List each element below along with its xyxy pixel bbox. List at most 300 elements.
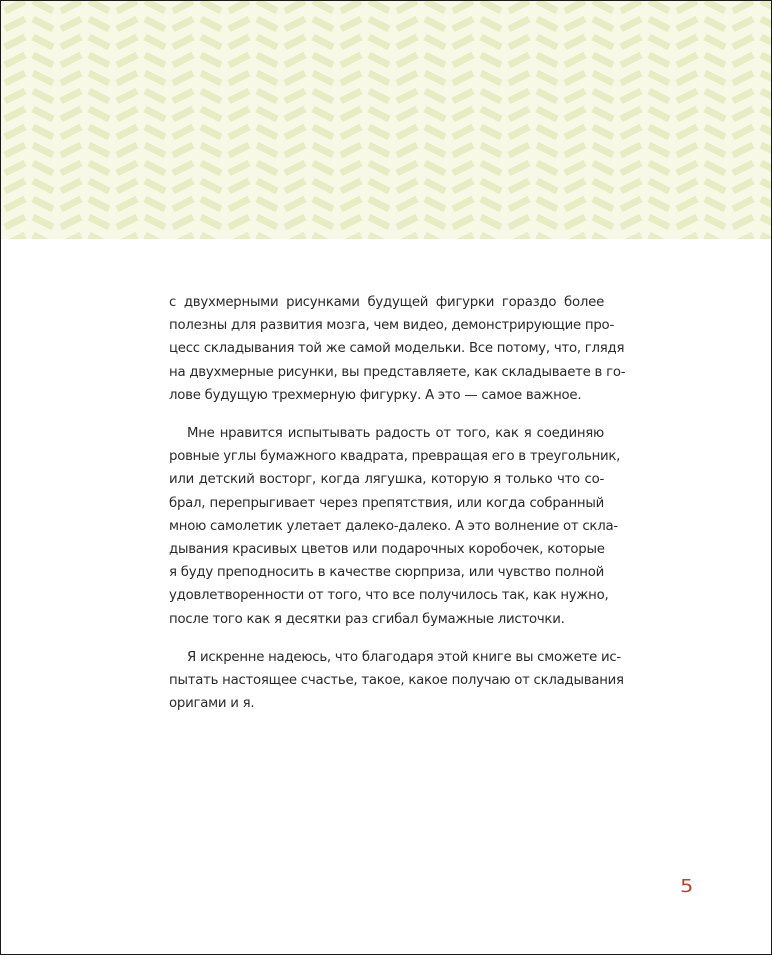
- chevron-stroke: [313, 163, 333, 173]
- chevron-stroke: [677, 127, 697, 137]
- chevron-stroke: [397, 55, 417, 65]
- chevron-stroke: [397, 127, 417, 137]
- chevron-stroke: [733, 127, 753, 137]
- chevron-stroke: [145, 235, 165, 239]
- chevron-stroke: [229, 235, 249, 239]
- chevron-stroke: [705, 199, 725, 209]
- chevron-stroke: [369, 109, 389, 119]
- chevron-stroke: [761, 1, 771, 11]
- chevron-stroke: [537, 55, 557, 65]
- chevron-stroke: [5, 181, 25, 191]
- chevron-stroke: [537, 163, 557, 173]
- chevron-stroke: [621, 1, 641, 11]
- chevron-stroke: [509, 235, 529, 239]
- chevron-stroke: [145, 109, 165, 119]
- chevron-stroke: [649, 73, 669, 83]
- chevron-stroke: [61, 145, 81, 155]
- chevron-stroke: [5, 235, 25, 239]
- chevron-stroke: [565, 1, 585, 11]
- chevron-stroke: [201, 127, 221, 137]
- chevron-stroke: [481, 73, 501, 83]
- chevron-stroke: [481, 235, 501, 239]
- chevron-stroke: [593, 235, 613, 239]
- chevron-stroke: [341, 163, 361, 173]
- text-line: мною самолетик улетает далеко-далеко. А это волнение от скла-: [169, 518, 618, 534]
- chevron-stroke: [537, 181, 557, 191]
- chevron-stroke: [201, 19, 221, 29]
- text-line: полезны для развития мозга, чем видео, демонстрирующие про-: [169, 318, 614, 334]
- chevron-stroke: [89, 127, 109, 137]
- chevron-stroke: [341, 55, 361, 65]
- chevron-stroke: [621, 145, 641, 155]
- chevron-stroke: [397, 199, 417, 209]
- chevron-stroke: [733, 109, 753, 119]
- chevron-stroke: [61, 73, 81, 83]
- chevron-stroke: [5, 145, 25, 155]
- chevron-pattern-graphic: [1, 1, 771, 239]
- chevron-stroke: [621, 181, 641, 191]
- chevron-stroke: [313, 109, 333, 119]
- chevron-stroke: [425, 1, 445, 11]
- chevron-stroke: [565, 91, 585, 101]
- chevron-stroke: [453, 163, 473, 173]
- chevron-stroke: [61, 235, 81, 239]
- chevron-stroke: [649, 145, 669, 155]
- chevron-stroke: [481, 199, 501, 209]
- chevron-stroke: [33, 73, 53, 83]
- chevron-stroke: [677, 163, 697, 173]
- chevron-stroke: [453, 55, 473, 65]
- chevron-stroke: [369, 37, 389, 47]
- chevron-stroke: [33, 199, 53, 209]
- chevron-stroke: [621, 55, 641, 65]
- chevron-stroke: [649, 1, 669, 11]
- chevron-stroke: [425, 37, 445, 47]
- chevron-stroke: [341, 19, 361, 29]
- chevron-stroke: [677, 1, 697, 11]
- chevron-stroke: [397, 109, 417, 119]
- chevron-stroke: [649, 19, 669, 29]
- chevron-stroke: [565, 199, 585, 209]
- chevron-stroke: [33, 1, 53, 11]
- chevron-stroke: [649, 37, 669, 47]
- chevron-stroke: [537, 19, 557, 29]
- chevron-stroke: [61, 19, 81, 29]
- text-line: оригами и я.: [169, 696, 255, 712]
- chevron-stroke: [397, 1, 417, 11]
- chevron-stroke: [677, 109, 697, 119]
- chevron-stroke: [341, 217, 361, 227]
- chevron-stroke: [425, 109, 445, 119]
- chevron-stroke: [341, 91, 361, 101]
- chevron-stroke: [117, 163, 137, 173]
- chevron-stroke: [5, 217, 25, 227]
- chevron-stroke: [705, 181, 725, 191]
- chevron-stroke: [453, 1, 473, 11]
- chevron-stroke: [761, 163, 771, 173]
- chevron-stroke: [61, 37, 81, 47]
- chevron-stroke: [173, 145, 193, 155]
- chevron-stroke: [257, 91, 277, 101]
- chevron-stroke: [425, 217, 445, 227]
- text-line: я буду преподносить в качестве сюрприза, или чувство полной: [169, 565, 604, 581]
- chevron-stroke: [117, 73, 137, 83]
- chevron-stroke: [481, 37, 501, 47]
- chevron-stroke: [61, 127, 81, 137]
- chevron-stroke: [705, 55, 725, 65]
- chevron-stroke: [537, 217, 557, 227]
- chevron-stroke: [61, 55, 81, 65]
- chevron-stroke: [677, 55, 697, 65]
- chevron-stroke: [257, 109, 277, 119]
- chevron-stroke: [397, 73, 417, 83]
- chevron-stroke: [397, 217, 417, 227]
- chevron-stroke: [117, 145, 137, 155]
- text-line: на двухмерные рисунки, вы представляете, как складываете в го-: [169, 364, 626, 380]
- chevron-stroke: [117, 19, 137, 29]
- chevron-stroke: [257, 55, 277, 65]
- chevron-stroke: [89, 199, 109, 209]
- chevron-stroke: [761, 109, 771, 119]
- text-line: цесс складывания той же самой модельки. Все потому, что, глядя: [169, 341, 625, 357]
- chevron-stroke: [5, 37, 25, 47]
- chevron-stroke: [705, 109, 725, 119]
- chevron-stroke: [33, 235, 53, 239]
- chevron-stroke: [173, 235, 193, 239]
- chevron-stroke: [565, 217, 585, 227]
- chevron-stroke: [285, 181, 305, 191]
- chevron-stroke: [677, 37, 697, 47]
- chevron-stroke: [425, 55, 445, 65]
- chevron-stroke: [509, 1, 529, 11]
- chevron-stroke: [173, 37, 193, 47]
- chevron-stroke: [761, 19, 771, 29]
- chevron-stroke: [89, 163, 109, 173]
- paragraph-2: [169, 422, 621, 631]
- chevron-stroke: [621, 109, 641, 119]
- chevron-stroke: [285, 37, 305, 47]
- text-line: лове будущую трехмерную фигурку. А это — самое важное.: [169, 387, 582, 403]
- chevron-stroke: [733, 163, 753, 173]
- chevron-stroke: [201, 181, 221, 191]
- chevron-stroke: [677, 19, 697, 29]
- chevron-stroke: [229, 145, 249, 155]
- chevron-stroke: [117, 55, 137, 65]
- chevron-stroke: [257, 127, 277, 137]
- chevron-stroke: [593, 109, 613, 119]
- chevron-stroke: [537, 1, 557, 11]
- chevron-stroke: [285, 163, 305, 173]
- chevron-stroke: [173, 109, 193, 119]
- chevron-stroke: [369, 19, 389, 29]
- chevron-stroke: [509, 73, 529, 83]
- chevron-stroke: [145, 19, 165, 29]
- chevron-stroke: [5, 55, 25, 65]
- chevron-stroke: [509, 109, 529, 119]
- chevron-stroke: [677, 91, 697, 101]
- chevron-stroke: [173, 199, 193, 209]
- chevron-stroke: [89, 55, 109, 65]
- chevron-stroke: [397, 235, 417, 239]
- chevron-stroke: [397, 19, 417, 29]
- chevron-stroke: [313, 19, 333, 29]
- text-line: пытать настоящее счастье, такое, какое получаю от складывания: [169, 673, 624, 689]
- chevron-stroke: [705, 91, 725, 101]
- chevron-stroke: [145, 163, 165, 173]
- chevron-stroke: [733, 73, 753, 83]
- chevron-stroke: [733, 181, 753, 191]
- chevron-stroke: [145, 145, 165, 155]
- chevron-stroke: [565, 55, 585, 65]
- chevron-stroke: [369, 163, 389, 173]
- chevron-stroke: [33, 145, 53, 155]
- chevron-stroke: [397, 181, 417, 191]
- chevron-stroke: [705, 217, 725, 227]
- chevron-stroke: [229, 37, 249, 47]
- chevron-stroke: [621, 235, 641, 239]
- chevron-stroke: [145, 217, 165, 227]
- chevron-stroke: [89, 109, 109, 119]
- chevron-stroke: [649, 109, 669, 119]
- chevron-stroke: [201, 235, 221, 239]
- chevron-stroke: [5, 19, 25, 29]
- chevron-stroke: [145, 55, 165, 65]
- chevron-stroke: [705, 37, 725, 47]
- chevron-stroke: [61, 109, 81, 119]
- chevron-stroke: [705, 235, 725, 239]
- chevron-stroke: [201, 91, 221, 101]
- chevron-stroke: [621, 217, 641, 227]
- chevron-stroke: [89, 19, 109, 29]
- chevron-stroke: [285, 19, 305, 29]
- chevron-stroke: [509, 199, 529, 209]
- chevron-stroke: [733, 37, 753, 47]
- chevron-stroke: [649, 199, 669, 209]
- chevron-stroke: [705, 127, 725, 137]
- chevron-stroke: [61, 199, 81, 209]
- chevron-stroke: [229, 55, 249, 65]
- body-text: [169, 291, 626, 730]
- chevron-stroke: [369, 91, 389, 101]
- chevron-stroke: [341, 109, 361, 119]
- chevron-stroke: [369, 181, 389, 191]
- chevron-stroke: [705, 73, 725, 83]
- chevron-stroke: [677, 217, 697, 227]
- chevron-stroke: [537, 91, 557, 101]
- chevron-stroke: [733, 19, 753, 29]
- chevron-stroke: [5, 91, 25, 101]
- chevron-stroke: [733, 91, 753, 101]
- chevron-stroke: [621, 19, 641, 29]
- chevron-stroke: [593, 1, 613, 11]
- chevron-stroke: [313, 181, 333, 191]
- text-line: или детский восторг, когда лягушка, которую я только что со-: [169, 472, 604, 488]
- chevron-stroke: [705, 145, 725, 155]
- chevron-stroke: [453, 181, 473, 191]
- chevron-stroke: [537, 109, 557, 119]
- chevron-stroke: [313, 73, 333, 83]
- chevron-stroke: [509, 37, 529, 47]
- chevron-stroke: [313, 235, 333, 239]
- chevron-stroke: [481, 19, 501, 29]
- chevron-stroke: [593, 145, 613, 155]
- chevron-stroke: [229, 199, 249, 209]
- chevron-stroke: [89, 1, 109, 11]
- chevron-stroke: [285, 73, 305, 83]
- chevron-stroke: [733, 145, 753, 155]
- chevron-stroke: [425, 127, 445, 137]
- paragraph-3: [169, 646, 624, 716]
- chevron-stroke: [117, 217, 137, 227]
- chevron-stroke: [229, 163, 249, 173]
- chevron-stroke: [5, 127, 25, 137]
- chevron-stroke: [313, 217, 333, 227]
- chevron-stroke: [145, 127, 165, 137]
- text-line: Я искренне надеюсь, что благодаря этой книге вы сможете ис-: [187, 649, 621, 665]
- chevron-stroke: [341, 127, 361, 137]
- chevron-stroke: [117, 127, 137, 137]
- chevron-stroke: [761, 55, 771, 65]
- chevron-stroke: [481, 145, 501, 155]
- chevron-stroke: [677, 199, 697, 209]
- chevron-stroke: [257, 19, 277, 29]
- header-chevron-pattern: [1, 1, 771, 239]
- chevron-stroke: [201, 73, 221, 83]
- chevron-stroke: [61, 181, 81, 191]
- chevron-stroke: [509, 127, 529, 137]
- chevron-stroke: [173, 91, 193, 101]
- chevron-stroke: [117, 199, 137, 209]
- chevron-stroke: [425, 19, 445, 29]
- chevron-stroke: [145, 199, 165, 209]
- chevron-stroke: [341, 37, 361, 47]
- chevron-stroke: [453, 37, 473, 47]
- chevron-stroke: [425, 199, 445, 209]
- chevron-stroke: [173, 73, 193, 83]
- chevron-stroke: [761, 181, 771, 191]
- chevron-stroke: [117, 91, 137, 101]
- chevron-stroke: [677, 235, 697, 239]
- chevron-stroke: [453, 145, 473, 155]
- chevron-stroke: [425, 91, 445, 101]
- chevron-stroke: [677, 181, 697, 191]
- chevron-stroke: [565, 127, 585, 137]
- chevron-stroke: [61, 1, 81, 11]
- chevron-stroke: [453, 127, 473, 137]
- chevron-stroke: [201, 217, 221, 227]
- chevron-stroke: [201, 109, 221, 119]
- chevron-stroke: [649, 91, 669, 101]
- text-line: удовлетворенности от того, что все получилось так, как нужно,: [169, 588, 609, 604]
- chevron-stroke: [229, 217, 249, 227]
- chevron-stroke: [229, 109, 249, 119]
- chevron-stroke: [313, 37, 333, 47]
- chevron-stroke: [565, 163, 585, 173]
- chevron-stroke: [117, 235, 137, 239]
- chevron-stroke: [285, 199, 305, 209]
- chevron-stroke: [285, 55, 305, 65]
- chevron-stroke: [369, 1, 389, 11]
- chevron-stroke: [89, 235, 109, 239]
- chevron-stroke: [649, 163, 669, 173]
- chevron-stroke: [33, 91, 53, 101]
- chevron-stroke: [257, 217, 277, 227]
- chevron-stroke: [285, 235, 305, 239]
- chevron-stroke: [733, 235, 753, 239]
- chevron-stroke: [229, 73, 249, 83]
- chevron-stroke: [201, 199, 221, 209]
- chevron-stroke: [565, 235, 585, 239]
- chevron-stroke: [481, 181, 501, 191]
- chevron-stroke: [565, 145, 585, 155]
- chevron-stroke: [5, 163, 25, 173]
- chevron-stroke: [705, 1, 725, 11]
- chevron-stroke: [145, 73, 165, 83]
- chevron-stroke: [257, 199, 277, 209]
- chevron-stroke: [761, 235, 771, 239]
- chevron-stroke: [369, 217, 389, 227]
- chevron-stroke: [33, 55, 53, 65]
- chevron-stroke: [313, 55, 333, 65]
- chevron-stroke: [89, 91, 109, 101]
- chevron-stroke: [481, 127, 501, 137]
- chevron-stroke: [61, 163, 81, 173]
- chevron-stroke: [481, 217, 501, 227]
- chevron-stroke: [509, 163, 529, 173]
- chevron-stroke: [593, 181, 613, 191]
- chevron-stroke: [481, 163, 501, 173]
- chevron-stroke: [593, 127, 613, 137]
- chevron-stroke: [761, 199, 771, 209]
- chevron-stroke: [621, 163, 641, 173]
- chevron-stroke: [677, 145, 697, 155]
- chevron-stroke: [369, 199, 389, 209]
- chevron-stroke: [145, 1, 165, 11]
- chevron-stroke: [565, 181, 585, 191]
- chevron-stroke: [453, 73, 473, 83]
- page-number: 5: [680, 876, 694, 897]
- chevron-stroke: [61, 91, 81, 101]
- chevron-stroke: [257, 181, 277, 191]
- chevron-stroke: [453, 217, 473, 227]
- chevron-stroke: [33, 181, 53, 191]
- chevron-stroke: [313, 127, 333, 137]
- chevron-stroke: [33, 109, 53, 119]
- chevron-stroke: [593, 73, 613, 83]
- chevron-stroke: [537, 199, 557, 209]
- chevron-stroke: [285, 109, 305, 119]
- chevron-stroke: [369, 235, 389, 239]
- chevron-stroke: [145, 37, 165, 47]
- chevron-stroke: [117, 109, 137, 119]
- chevron-stroke: [761, 37, 771, 47]
- chevron-stroke: [33, 217, 53, 227]
- chevron-stroke: [229, 1, 249, 11]
- chevron-stroke: [481, 55, 501, 65]
- chevron-stroke: [509, 55, 529, 65]
- chevron-stroke: [425, 145, 445, 155]
- chevron-stroke: [257, 1, 277, 11]
- chevron-stroke: [173, 163, 193, 173]
- chevron-stroke: [537, 145, 557, 155]
- chevron-stroke: [705, 19, 725, 29]
- chevron-stroke: [5, 199, 25, 209]
- chevron-stroke: [257, 235, 277, 239]
- chevron-stroke: [593, 37, 613, 47]
- chevron-stroke: [425, 181, 445, 191]
- chevron-stroke: [509, 217, 529, 227]
- chevron-stroke: [33, 37, 53, 47]
